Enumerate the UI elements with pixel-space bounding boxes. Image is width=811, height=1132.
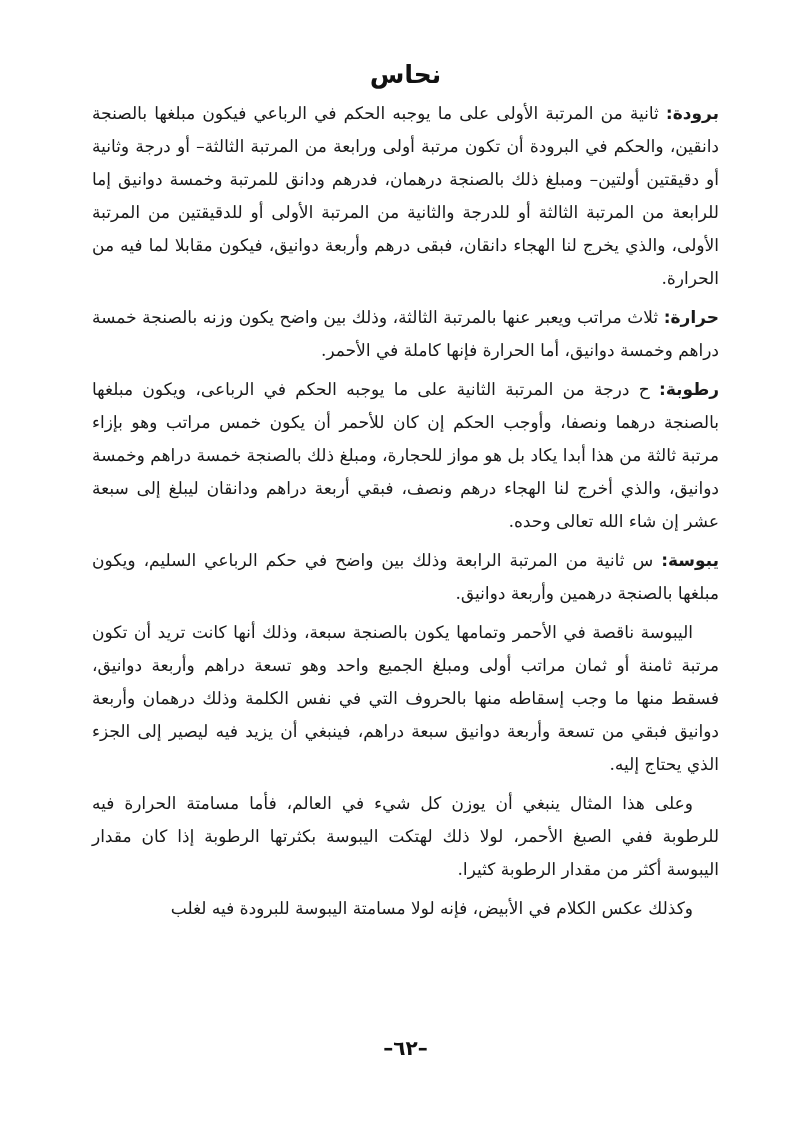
page-title: نحاس (369, 60, 442, 89)
paragraph-text: اليبوسة ناقصة في الأحمر وتمامها يكون بالصنجة سبعة، وذلك أنها كانت تريد أن تكون مرتبة ثامنة أو ثمان مراتب أولى ومبلغ الجميع واحد وهو تسعة دراهم وأربعة دوانيق، فسقط منها ما وجب إسقاطه منها بالحروف التي في نفس الكلمة وذلك درهمان وأربعة دوانيق فبقي من تسعة وأربعة دوانيق سبعة دراهم، فينبغي أن يزيد فيه ليصير إلى الجزء الذي يحتاج إليه. (92, 623, 719, 775)
paragraph-text: وعلى هذا المثال ينبغي أن يوزن كل شيء في العالم، فأما مسامتة الحرارة فيه للرطوبة ففي الصبغ الأحمر، لولا ذلك لهتكت اليبوسة بكثرتها الرطوبة إذا كان مقدار اليبوسة أكثر من مقدار الرطوبة كثيرا. (92, 794, 719, 880)
term-hararah: حرارة: (663, 308, 719, 328)
paragraph-yubusah-deficiency (92, 617, 719, 782)
term-yubusah: يبوسة: (661, 551, 719, 571)
paragraph-rutubah (92, 374, 719, 539)
paragraph-text: ثانية من المرتبة الأولى على ما يوجبه الحكم في الرباعي فيكون مبلغها بالصنجة دانقين، والحكم في البرودة أن تكون مرتبة أولى ورابعة من المرتبة الثالثة– أو درجة وثانية أو دقيقتين أولتين– ومبلغ ذلك بالصنجة درهمان، فدرهم ودانق للمرتبة وخمسة دوانيق إما للرابعة من المرتبة الثالثة أو للدرجة والثانية من المرتبة الأولى أو للدقيقتين من المرتبة الأولى، والذي يخرج لنا الهجاء دانقان، فبقى درهم وأربعة دوانيق، فيكون مقابلا لما فيه من الحرارة. (92, 104, 719, 289)
term-burudah: برودة: (665, 104, 719, 124)
term-rutubah: رطوبة: (659, 380, 719, 400)
paragraph-yubusah (92, 545, 719, 611)
paragraph-burudah (92, 98, 719, 296)
paragraph-weighing-principle (92, 788, 719, 887)
paragraph-text: وكذلك عكس الكلام في الأبيض، فإنه لولا مسامتة اليبوسة للبرودة فيه لغلب (170, 899, 693, 919)
paragraph-text: س ثانية من المرتبة الرابعة وذلك بين واضح في حكم الرباعي السليم، ويكون مبلغها بالصنجة درهمين وأربعة دوانيق. (92, 551, 719, 604)
paragraph-white-reverse (92, 893, 719, 926)
paragraph-text: ثلاث مراتب ويعبر عنها بالمرتبة الثالثة، وذلك بين واضح يكون وزنه بالصنجة خمسة دراهم وخمسة دوانيق، أما الحرارة فإنها كاملة في الأحمر. (92, 308, 719, 361)
page-number: –٦٢– (383, 1036, 428, 1060)
paragraph-hararah (92, 302, 719, 368)
paragraph-text: ح درجة من المرتبة الثانية على ما يوجبه الحكم في الرباعى، ويكون مبلغها بالصنجة درهما ونصفا، وأوجب الحكم إن كان للأحمر أن يكون خمس مراتب وهو بإزاء مرتبة ثالثة من هذا أبدا يكاد بل هو مواز للحجارة، ومبلغ ذلك بالصنجة خمسة دراهم وخمسة دوانيق، والذي أخرج لنا الهجاء درهم ونصف، فبقي أربعة دراهم ودانقان ليبلغ إلى سبعة عشر إن شاء الله تعالى وحده. (92, 380, 719, 532)
